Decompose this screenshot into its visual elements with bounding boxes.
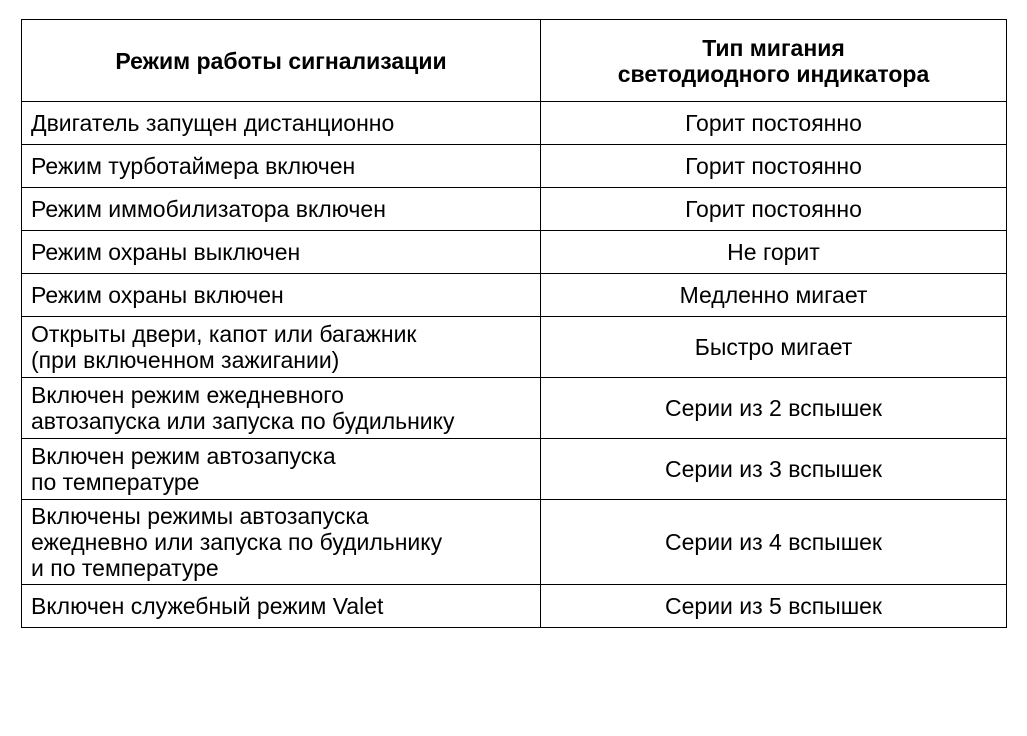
table-row: [22, 188, 1007, 231]
table-row: [22, 274, 1007, 317]
alarm-mode-cell: Двигатель запущен дистанционно: [22, 102, 541, 145]
alarm-mode-led-table: [21, 19, 1007, 628]
table-row: [22, 317, 1007, 378]
led-blink-cell: Горит постоянно: [541, 145, 1007, 188]
led-blink-cell: Горит постоянно: [541, 102, 1007, 145]
led-blink-cell: Медленно мигает: [541, 274, 1007, 317]
table-row: [22, 585, 1007, 628]
alarm-mode-cell: Включены режимы автозапуска ежедневно или запуска по будильнику и по температуре: [22, 500, 541, 585]
led-blink-cell: Быстро мигает: [541, 317, 1007, 378]
table-row: [22, 500, 1007, 585]
alarm-mode-cell: Режим турботаймера включен: [22, 145, 541, 188]
led-blink-cell: Серии из 2 вспышек: [541, 378, 1007, 439]
led-blink-cell: Серии из 3 вспышек: [541, 439, 1007, 500]
header-led-blink-type: [541, 20, 1007, 102]
alarm-mode-cell: Включен режим автозапуска по температуре: [22, 439, 541, 500]
alarm-mode-cell: Включен служебный режим Valet: [22, 585, 541, 628]
alarm-mode-cell: Открыты двери, капот или багажник (при включенном зажигании): [22, 317, 541, 378]
header-led-line-1: Тип мигания: [702, 34, 845, 61]
table-row: [22, 102, 1007, 145]
table-row: [22, 145, 1007, 188]
header-alarm-mode: Режим работы сигнализации: [22, 20, 541, 102]
led-blink-cell: Не горит: [541, 231, 1007, 274]
led-blink-cell: Горит постоянно: [541, 188, 1007, 231]
table-header-row: [22, 20, 1007, 102]
led-blink-cell: Серии из 4 вспышек: [541, 500, 1007, 585]
alarm-mode-cell: Режим иммобилизатора включен: [22, 188, 541, 231]
alarm-mode-cell: Включен режим ежедневного автозапуска или запуска по будильнику: [22, 378, 541, 439]
table-row: [22, 231, 1007, 274]
alarm-mode-cell: Режим охраны выключен: [22, 231, 541, 274]
table-row: [22, 378, 1007, 439]
table-row: [22, 439, 1007, 500]
header-led-line-2: светодиодного индикатора: [617, 60, 930, 87]
led-blink-cell: Серии из 5 вспышек: [541, 585, 1007, 628]
alarm-mode-cell: Режим охраны включен: [22, 274, 541, 317]
